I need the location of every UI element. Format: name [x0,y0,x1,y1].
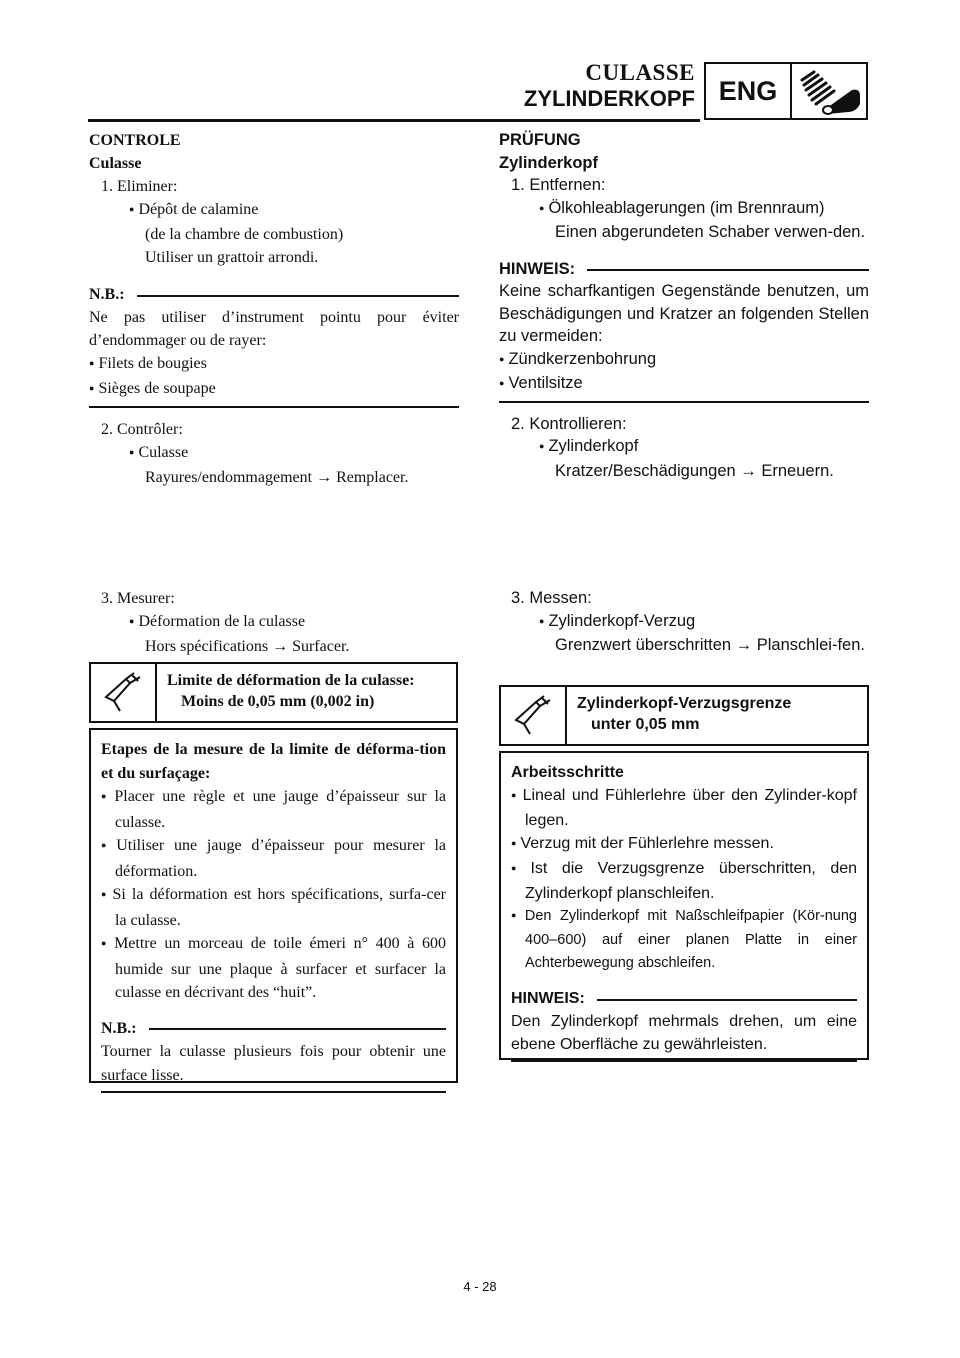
de-steps-title: Arbeitsschritte [511,764,624,781]
header-title-fr: CULASSE [585,60,695,85]
fr-steps-item-3: ● Si la déformation est hors spécifications, surfa-cer la culasse. [101,883,446,932]
fr-step1-line3: Utiliser un grattoir arrondi. [145,249,319,266]
fr-bottom-section [89,587,459,658]
de-steps-item-4: ● Den Zylinderkopf mit Naßschleifpapier (Kör-nung 400–600) auf einer planen Platte in einer Achterbewegung abschleifen. [511,905,857,975]
de-step1-line2: Einen abgerundeten Schaber verwen-den. [555,223,866,241]
fr-step1-item: ● Dépôt de calamine [89,198,459,223]
de-note-end-rule [499,401,869,403]
fr-steps-item-2: ● Utiliser une jauge d’épaisseur pour mesurer la déformation. [101,834,446,883]
fr-step2-line2: Rayures/endommagement → Remplacer. [145,469,409,486]
de-step1-item: ● Ölkohleablagerungen (im Brennraum) [499,197,869,222]
fr-steps-note-rule [149,1028,446,1030]
de-spec-line1: Zylinderkopf-Verzugsgrenze [577,695,792,712]
de-note-rule [587,269,869,271]
de-steps-note-header [511,987,857,1010]
de-step3-item: ● Zylinderkopf-Verzug [499,610,869,635]
fr-spec-line2: Moins de 0,05 mm (0,002 in) [181,693,375,710]
de-steps-box [499,751,869,1060]
de-spec-box [499,685,869,746]
de-steps-item-2: ● Verzug mit der Fühlerlehre messen. [511,832,857,857]
de-section-title: PRÜFUNG [499,131,581,149]
de-bottom-section [499,587,869,657]
de-subsection-title: Zylinderkopf [499,153,599,172]
fr-top-section [89,129,459,489]
header-title-de: ZYLINDERKOPF [523,86,695,111]
de-step2: 2. Kontrollieren: [511,414,627,433]
fr-steps-title: Etapes de la mesure de la limite de déforma-tion et du surfaçage: [101,741,446,782]
page-number: 4 - 28 [463,1279,497,1294]
de-top-section [499,129,869,482]
caliper-icon [501,687,567,744]
fr-step2: 2. Contrôler: [101,421,183,438]
engine-cylinder-icon [792,64,866,118]
fr-spec-line1: Limite de déformation de la culasse: [167,672,415,689]
fr-note-item-1: ● Filets de bougies [89,352,459,377]
fr-step1-line2: (de la chambre de combustion) [145,226,344,243]
fr-steps-note-header [101,1017,446,1041]
fr-steps-item-1: ● Placer une règle et une jauge d’épaisseur sur la culasse. [101,785,446,834]
fr-steps-note-text: Tourner la culasse plusieurs fois pour obtenir une surface lisse. [101,1043,446,1084]
fr-step2-item: ● Culasse [89,441,459,466]
de-step2-line2: Kratzer/Beschädigungen → Erneuern. [555,461,834,480]
de-steps-note-rule [597,999,857,1001]
de-step3-line2: Grenzwert überschritten → Planschlei-fen. [555,636,865,654]
de-note-item-2: ● Ventilsitze [499,372,869,397]
section-badge [704,62,868,120]
de-step3: 3. Messen: [511,589,592,607]
de-step2-item: ● Zylinderkopf [499,435,869,460]
de-steps-note-label: HINWEIS: [511,990,585,1007]
fr-steps-note-end-rule [101,1091,446,1093]
de-step1: 1. Entfernen: [511,176,606,194]
de-spec-line2: unter 0,05 mm [591,716,700,733]
fr-step3-line2: Hors spécifications → Surfacer. [145,638,350,655]
fr-note-end-rule [89,406,459,408]
de-note-header [499,258,869,281]
fr-note-rule [137,295,459,297]
fr-spec-box [89,662,458,723]
fr-step1: 1. Eliminer: [101,178,178,195]
de-steps-item-3: ● Ist die Verzugsgrenze überschritten, den Zylinderkopf planschleifen. [511,857,857,905]
de-steps-note-text: Den Zylinderkopf mehrmals drehen, um eine ebene Oberfläche zu gewährleisten. [511,1013,857,1053]
fr-note-item-2: ● Sièges de soupape [89,377,459,402]
header-rule [88,119,700,122]
fr-step3-item: ● Déformation de la culasse [89,610,459,635]
de-note-label: HINWEIS: [499,259,576,278]
fr-section-title: CONTROLE [89,132,181,149]
fr-subsection-title: Culasse [89,155,142,172]
de-steps-note-end-rule [511,1060,857,1062]
caliper-icon [91,664,157,721]
fr-note-label: N.B.: [89,286,125,303]
fr-steps-note-label: N.B.: [101,1019,137,1037]
fr-step3: 3. Mesurer: [101,590,175,607]
fr-note-text: Ne pas utiliser d’instrument pointu pour éviter d’endommager ou de rayer: [89,309,459,349]
eng-label: ENG [706,64,792,118]
de-steps-item-1: ● Lineal und Fühlerlehre über den Zylinder-kopf legen. [511,784,857,832]
fr-steps-item-4: ● Mettre un morceau de toile émeri n° 400 à 600 humide sur une plaque à surfacer et surfacer la culasse en décrivant des “huit”. [101,932,446,1005]
fr-note-header [89,283,459,306]
de-note-item-1: ● Zündkerzenbohrung [499,348,869,373]
de-note-text: Keine scharfkantigen Gegenstände benutzen, um Beschädigungen und Kratzer an folgenden Stellen zu vermeiden: [499,282,869,345]
fr-steps-box [89,728,458,1083]
